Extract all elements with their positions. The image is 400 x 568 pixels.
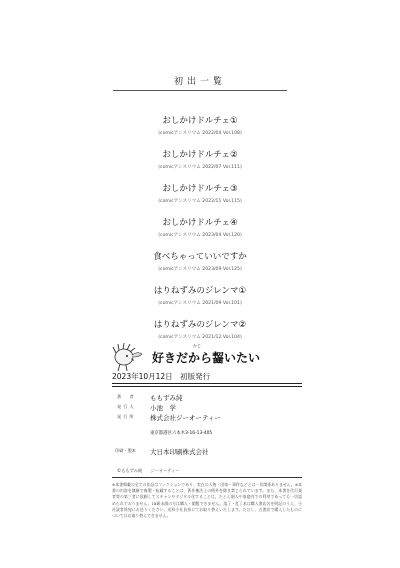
entry-title: おしかけドルチェ④ — [162, 218, 238, 228]
credit-label: 発行人 — [117, 404, 136, 409]
colophon-rule — [112, 383, 302, 384]
credit-label: 発行所 — [117, 414, 136, 419]
publisher-address: 東京都港区六本木3-16-13-405 — [150, 431, 213, 436]
entry-source: (comicアンスリウム 2022/04 Vol.108) — [158, 131, 242, 136]
printer-value: 大日本印刷株式会社 — [150, 448, 209, 456]
entry-source: (comicアンスリウム 2022/07 Vol.111) — [158, 165, 242, 170]
title-ruby: かじ — [193, 343, 201, 348]
book-title: 好きだから齧いたい — [152, 351, 261, 365]
entry-source: (comicアンスリウム 2022/11 Vol.115) — [158, 199, 242, 204]
entry-title: はりねずみのジレンマ① — [153, 286, 247, 296]
printer-label: 印刷・製本 — [115, 448, 136, 453]
toc-divider — [113, 90, 287, 91]
toc-entry — [0, 184, 400, 205]
toc-entry — [0, 286, 400, 307]
credit-row-publisher-person — [112, 403, 312, 412]
publication-date: 2023年10月12日 初版発行 — [112, 372, 211, 381]
toc-title: 初出一覧 — [173, 77, 226, 87]
entry-source: (comicアンスリウム 2021/09 Vol.101) — [158, 301, 242, 306]
toc-entry — [0, 320, 400, 341]
mascot-illustration-icon — [112, 343, 144, 373]
entry-source: (comicアンスリウム 2023/04 Vol.120) — [158, 233, 242, 238]
credit-label: 著 者 — [117, 394, 136, 399]
copyright-line: ©ももずみ純 ジーオーティー — [117, 468, 180, 473]
credit-value: ももずみ純 — [150, 394, 183, 402]
entry-title: 食べちゃっていいですか — [153, 252, 247, 262]
credit-row-publisher — [112, 413, 312, 422]
entry-title: おしかけドルチェ① — [162, 116, 238, 126]
toc-entry — [0, 116, 400, 137]
entry-source: (comicアンスリウム 2023/09 Vol.125) — [158, 267, 242, 272]
entry-title: おしかけドルチェ② — [162, 150, 238, 160]
colophon-rule — [112, 386, 302, 387]
entry-title: はりねずみのジレンマ② — [153, 320, 247, 330]
credit-value: 株式会社ジーオーティー — [150, 414, 221, 422]
toc-entry — [0, 150, 400, 171]
entry-source: (comicアンスリウム 2021/12 Vol.104) — [158, 335, 242, 340]
toc-entry — [0, 218, 400, 239]
legal-disclaimer: ※本書掲載の全ての作品はフィクションであり、実在の人物・団体・事件などとは一切関係ありません。※本書の内容を無断で複製・転載することは、著作権法上の例外を除き禁じられています。また、本書を代行業者等の第三者に依頼してスキャンやデジタル化することは、たとえ個人や家庭内での利用であっても一切認められておりません。18歳未満の方は購入・閲覧できません。落丁・乱丁本は購入書店名を明記のうえ、小社読者係宛にお送りください。送料小社負担にてお取り替えいたします。ただし、古書店で購入したものについてはお取り替えできません。 — [112, 482, 302, 519]
credit-row-author — [112, 393, 312, 402]
colophon-rule — [112, 477, 302, 478]
toc-entry — [0, 252, 400, 273]
credit-value: 小池 学 — [150, 404, 176, 412]
entry-title: おしかけドルチェ③ — [162, 184, 238, 194]
